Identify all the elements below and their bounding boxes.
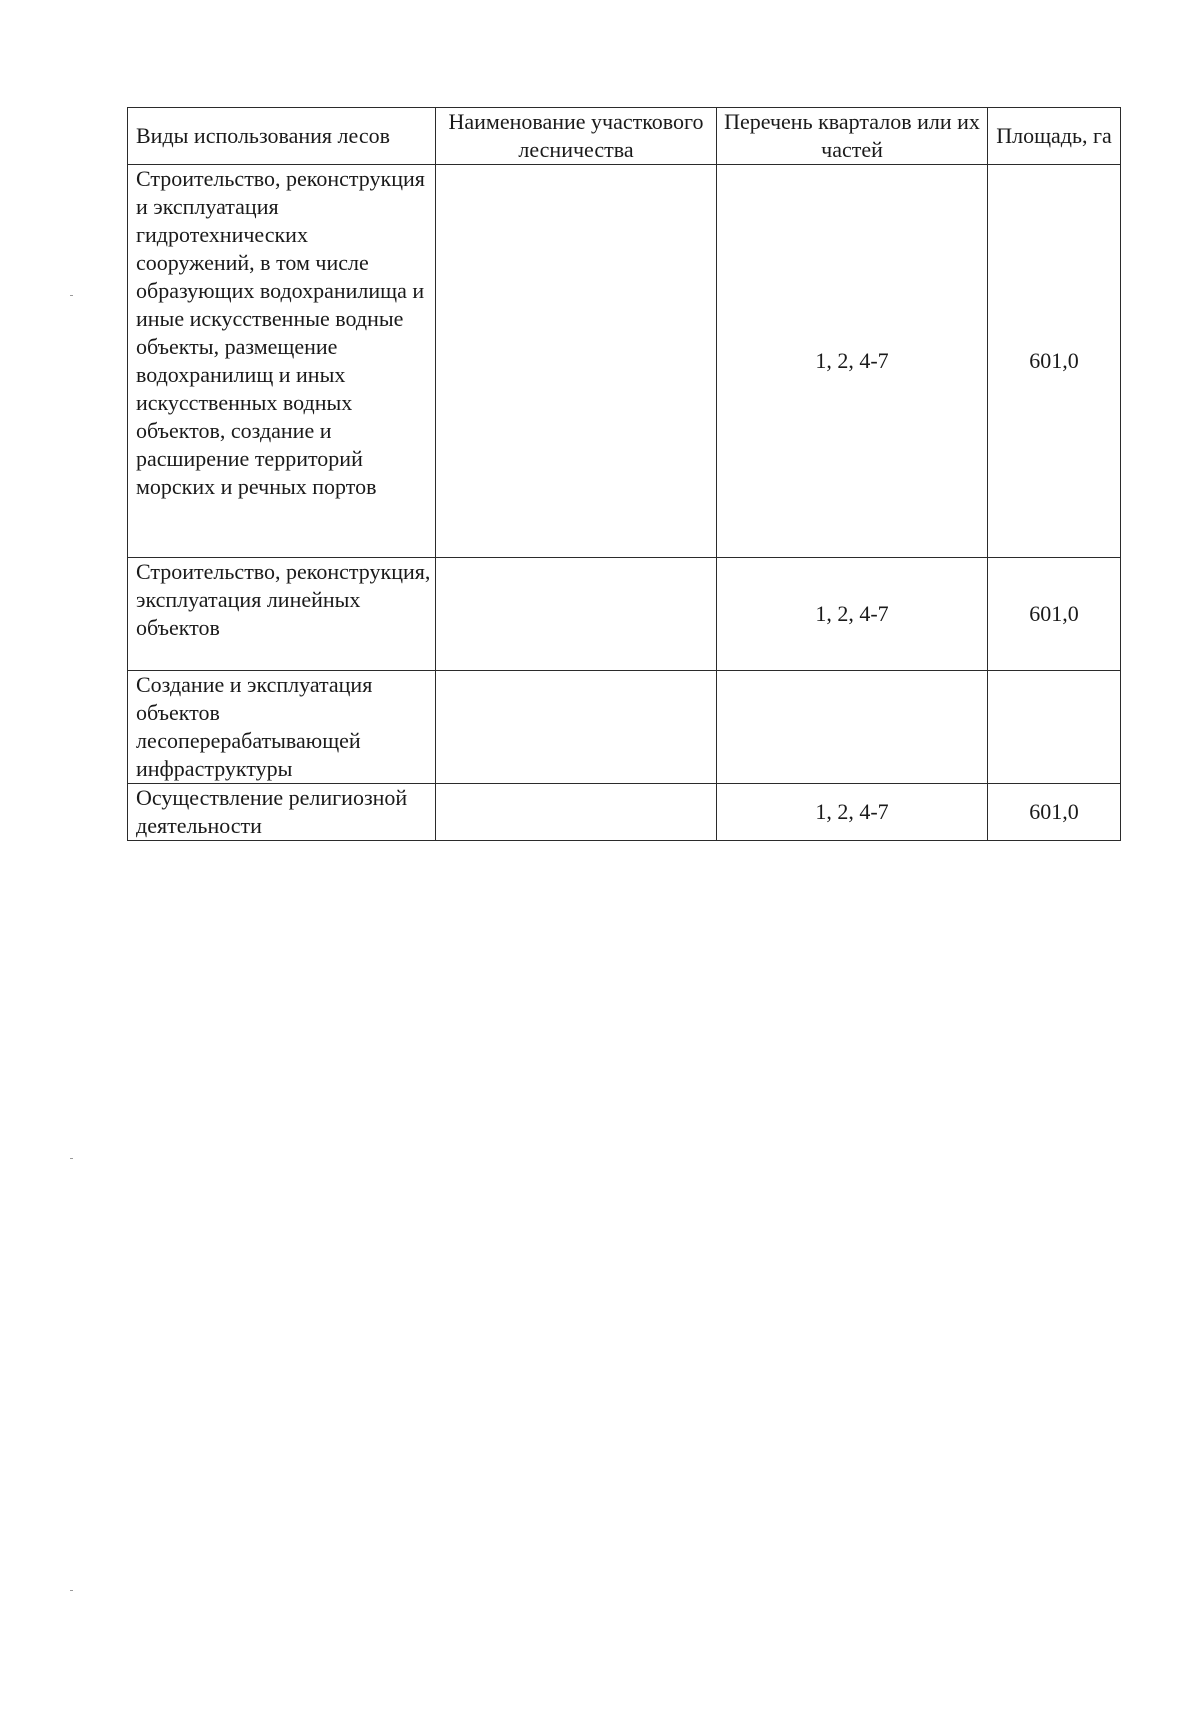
scan-speck bbox=[70, 1590, 73, 1591]
cell-use-type: Строительство, реконструкция и эксплуатация гидротехнических сооружений, в том числе образующих водохранилища и иные искусственные водные объекты, размещение водохранилищ и иных искусственных водных объектов, создание и расширение территорий морских и речных портов bbox=[128, 165, 436, 558]
cell-quarters bbox=[717, 671, 988, 784]
cell-use-type: Строительство, реконструкция, эксплуатация линейных объектов bbox=[128, 558, 436, 671]
header-quarters: Перечень кварталов или их частей bbox=[717, 108, 988, 165]
cell-forestry-name bbox=[436, 165, 717, 558]
cell-quarters: 1, 2, 4-7 bbox=[717, 165, 988, 558]
table-header bbox=[128, 108, 1121, 165]
scan-speck bbox=[70, 1158, 73, 1159]
cell-area: 601,0 bbox=[988, 558, 1121, 671]
cell-area: 601,0 bbox=[988, 165, 1121, 558]
cell-use-type: Создание и эксплуатация объектов лесоперерабатывающей инфраструктуры bbox=[128, 671, 436, 784]
cell-forestry-name bbox=[436, 558, 717, 671]
table-body bbox=[128, 165, 1121, 841]
cell-use-type: Осуществление религиозной деятельности bbox=[128, 784, 436, 841]
forest-use-table bbox=[127, 107, 1121, 841]
header-use-type: Виды использования лесов bbox=[128, 108, 436, 165]
cell-forestry-name bbox=[436, 671, 717, 784]
header-row bbox=[128, 108, 1121, 165]
table-row bbox=[128, 784, 1121, 841]
cell-quarters: 1, 2, 4-7 bbox=[717, 558, 988, 671]
table-row bbox=[128, 671, 1121, 784]
cell-quarters: 1, 2, 4-7 bbox=[717, 784, 988, 841]
cell-area: 601,0 bbox=[988, 784, 1121, 841]
header-forestry-name: Наименование участкового лесничества bbox=[436, 108, 717, 165]
table-row bbox=[128, 558, 1121, 671]
header-area: Площадь, га bbox=[988, 108, 1121, 165]
cell-area bbox=[988, 671, 1121, 784]
table-row bbox=[128, 165, 1121, 558]
scan-speck bbox=[70, 295, 73, 296]
cell-forestry-name bbox=[436, 784, 717, 841]
